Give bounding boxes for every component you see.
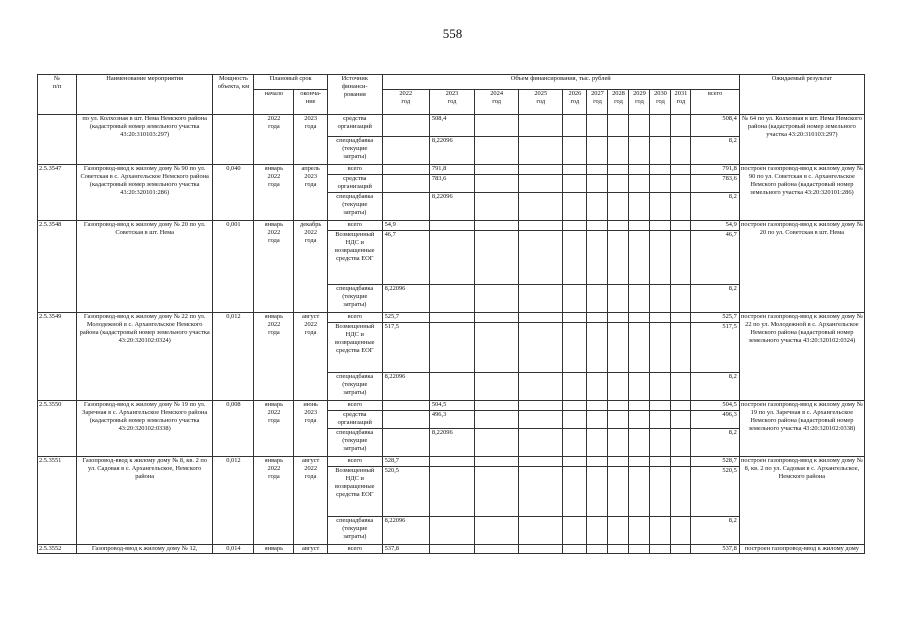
cell-empty-year xyxy=(629,231,650,285)
cell-empty-year xyxy=(587,285,608,313)
cell-empty-year xyxy=(671,221,691,231)
cell-2022: 525,7 xyxy=(382,313,429,323)
cell-empty-year xyxy=(475,221,519,231)
cell-2022: 517,5 xyxy=(382,323,429,373)
cell-empty-year xyxy=(671,467,691,517)
cell-empty-year xyxy=(608,175,629,193)
cell-total: 54,9 xyxy=(691,221,739,231)
cell-source: средства организаций xyxy=(327,175,382,193)
table-row xyxy=(38,221,865,231)
cell-empty-year xyxy=(563,323,587,373)
cell-2023: 504,5 xyxy=(429,401,474,411)
cell-expected-result: построен газопровод-ввод к жилому дому № 19 по ул. Заречная в с. Архангельское Немского района (кадастровый номер земельного участка 43:20:320102:0338) xyxy=(739,401,864,457)
cell-2022 xyxy=(382,115,429,137)
cell-source: спецнадбавка (текущие затраты) xyxy=(327,517,382,545)
header-year: 2027 год xyxy=(587,90,608,115)
cell-source: Возмещенный НДС и возвращенные средства ЕОГ xyxy=(327,231,382,285)
cell-number: 2.5.3551 xyxy=(38,457,77,545)
cell-total: 46,7 xyxy=(691,231,739,285)
cell-empty-year xyxy=(475,373,519,401)
cell-empty-year xyxy=(587,517,608,545)
cell-2022 xyxy=(382,429,429,457)
cell-empty-year xyxy=(587,221,608,231)
cell-empty-year xyxy=(587,165,608,175)
cell-total: 8,2 xyxy=(691,373,739,401)
cell-empty-year xyxy=(563,221,587,231)
cell-empty-year xyxy=(608,285,629,313)
cell-empty-year xyxy=(475,467,519,517)
table-row xyxy=(38,545,865,554)
cell-empty-year xyxy=(629,457,650,467)
cell-empty-year xyxy=(629,401,650,411)
cell-2023: 791,8 xyxy=(429,165,474,175)
cell-number: 2.5.3550 xyxy=(38,401,77,457)
cell-empty-year xyxy=(650,323,671,373)
cell-empty-year xyxy=(563,373,587,401)
cell-2022: 8,22096 xyxy=(382,285,429,313)
cell-empty-year xyxy=(563,115,587,137)
cell-2023 xyxy=(429,457,474,467)
header-total: всего xyxy=(691,90,739,115)
cell-empty-year xyxy=(650,285,671,313)
cell-empty-year xyxy=(587,545,608,554)
cell-empty-year xyxy=(629,137,650,165)
cell-2022: 537,8 xyxy=(382,545,429,554)
cell-total: 8,2 xyxy=(691,137,739,165)
cell-total: 520,5 xyxy=(691,467,739,517)
cell-empty-year xyxy=(519,165,563,175)
cell-2022 xyxy=(382,401,429,411)
header-year: 2026 год xyxy=(563,90,587,115)
cell-2022: 520,5 xyxy=(382,467,429,517)
cell-empty-year xyxy=(563,457,587,467)
cell-empty-year xyxy=(608,221,629,231)
cell-start: январь 2022 года xyxy=(254,165,294,221)
cell-empty-year xyxy=(475,313,519,323)
cell-empty-year xyxy=(475,115,519,137)
cell-capacity: 0,001 xyxy=(213,221,254,313)
cell-source: спецнадбавка (текущие затраты) xyxy=(327,429,382,457)
cell-2022: 8,22096 xyxy=(382,373,429,401)
cell-empty-year xyxy=(475,175,519,193)
table-row xyxy=(38,115,865,137)
cell-empty-year xyxy=(475,411,519,429)
cell-measure-name: Газопровод-ввод к жилому дому № 19 по ул. Заречная в с. Архангельское Немского района (кадастровый номер земельного участка 43:20:320102:0338) xyxy=(76,401,213,457)
cell-source: всего xyxy=(327,221,382,231)
cell-end: август 2022 года xyxy=(294,313,328,401)
cell-measure-name: по ул. Колхозная в шт. Нема Немского района (кадастровый номер земельного участка 43:20:310103:297) xyxy=(76,115,213,165)
cell-source: всего xyxy=(327,165,382,175)
cell-empty-year xyxy=(519,175,563,193)
cell-empty-year xyxy=(629,517,650,545)
cell-2023 xyxy=(429,323,474,373)
cell-empty-year xyxy=(650,221,671,231)
cell-empty-year xyxy=(671,373,691,401)
cell-empty-year xyxy=(608,193,629,221)
cell-capacity xyxy=(213,115,254,165)
cell-empty-year xyxy=(563,467,587,517)
cell-empty-year xyxy=(587,373,608,401)
cell-2023: 8,22096 xyxy=(429,137,474,165)
cell-capacity: 0,012 xyxy=(213,313,254,401)
cell-empty-year xyxy=(563,193,587,221)
cell-empty-year xyxy=(587,313,608,323)
cell-empty-year xyxy=(608,517,629,545)
cell-capacity: 0,014 xyxy=(213,545,254,554)
cell-source: спецнадбавка (текущие затраты) xyxy=(327,137,382,165)
cell-expected-result: построен газопровод-ввод к жилому дому xyxy=(739,545,864,554)
cell-empty-year xyxy=(671,137,691,165)
cell-empty-year xyxy=(475,231,519,285)
header-n: № п/п xyxy=(38,75,77,115)
cell-2022: 8,22096 xyxy=(382,517,429,545)
cell-empty-year xyxy=(650,411,671,429)
cell-empty-year xyxy=(587,411,608,429)
cell-end: август 2022 года xyxy=(294,457,328,545)
cell-empty-year xyxy=(563,231,587,285)
cell-empty-year xyxy=(519,137,563,165)
cell-source: всего xyxy=(327,313,382,323)
cell-empty-year xyxy=(629,221,650,231)
cell-empty-year xyxy=(519,411,563,429)
cell-2023: 8,22096 xyxy=(429,193,474,221)
cell-empty-year xyxy=(587,231,608,285)
cell-empty-year xyxy=(475,545,519,554)
cell-2023: 783,6 xyxy=(429,175,474,193)
cell-empty-year xyxy=(650,457,671,467)
cell-measure-name: Газопровод-ввод к жилому дому № 12, xyxy=(76,545,213,554)
cell-number: 2.5.3548 xyxy=(38,221,77,313)
header-funding: Объем финансирования, тыс. рублей xyxy=(382,75,739,90)
cell-empty-year xyxy=(650,373,671,401)
cell-empty-year xyxy=(519,323,563,373)
cell-empty-year xyxy=(650,231,671,285)
cell-empty-year xyxy=(671,545,691,554)
cell-start: январь 2022 года xyxy=(254,401,294,457)
cell-empty-year xyxy=(475,137,519,165)
cell-empty-year xyxy=(519,373,563,401)
cell-total: 791,8 xyxy=(691,165,739,175)
cell-empty-year xyxy=(519,221,563,231)
cell-empty-year xyxy=(650,137,671,165)
cell-end: декабрь 2022 года xyxy=(294,221,328,313)
cell-empty-year xyxy=(671,457,691,467)
cell-end: август xyxy=(294,545,328,554)
cell-empty-year xyxy=(671,231,691,285)
cell-empty-year xyxy=(608,231,629,285)
cell-empty-year xyxy=(475,165,519,175)
cell-empty-year xyxy=(671,313,691,323)
cell-empty-year xyxy=(563,285,587,313)
cell-total: 8,2 xyxy=(691,193,739,221)
header-result: Ожидаемый результат xyxy=(739,75,864,115)
cell-empty-year xyxy=(650,193,671,221)
cell-empty-year xyxy=(650,175,671,193)
cell-2022 xyxy=(382,175,429,193)
cell-empty-year xyxy=(519,517,563,545)
cell-empty-year xyxy=(671,165,691,175)
table-row xyxy=(38,401,865,411)
cell-start: январь 2022 года xyxy=(254,313,294,401)
cell-2023 xyxy=(429,221,474,231)
cell-total: 517,5 xyxy=(691,323,739,373)
cell-empty-year xyxy=(563,137,587,165)
header-year: 2028 год xyxy=(608,90,629,115)
cell-empty-year xyxy=(519,313,563,323)
cell-empty-year xyxy=(671,429,691,457)
cell-2022 xyxy=(382,165,429,175)
cell-2023 xyxy=(429,373,474,401)
cell-empty-year xyxy=(629,165,650,175)
header-year: 2024 год xyxy=(475,90,519,115)
cell-empty-year xyxy=(475,193,519,221)
cell-empty-year xyxy=(563,165,587,175)
cell-2022 xyxy=(382,137,429,165)
cell-expected-result: № 64 по ул. Колхозная в шт. Нема Немского района (кадастровый номер земельного участка 43:20:310103:297) xyxy=(739,115,864,165)
page-number: 558 xyxy=(442,26,463,41)
cell-2023: 8,22096 xyxy=(429,429,474,457)
cell-empty-year xyxy=(563,429,587,457)
cell-empty-year xyxy=(650,401,671,411)
cell-measure-name: Газопровод-ввод к жилому дому № 90 по ул. Советская в с. Архангельское Немского района (кадастровый номер земельного участка 43:20:320101:286) xyxy=(76,165,213,221)
table-row xyxy=(38,457,865,467)
cell-empty-year xyxy=(629,285,650,313)
header-year: 2031 год xyxy=(671,90,691,115)
cell-empty-year xyxy=(519,545,563,554)
cell-empty-year xyxy=(587,115,608,137)
cell-empty-year xyxy=(671,175,691,193)
cell-2022: 528,7 xyxy=(382,457,429,467)
cell-source: Возмещенный НДС и возвращенные средства ЕОГ xyxy=(327,323,382,373)
cell-2023 xyxy=(429,285,474,313)
cell-empty-year xyxy=(650,467,671,517)
cell-start: январь 2022 года xyxy=(254,221,294,313)
cell-2023 xyxy=(429,467,474,517)
header-year: 2023 год xyxy=(429,90,474,115)
cell-source: Возмещенный НДС и возвращенные средства ЕОГ xyxy=(327,467,382,517)
header-plan-period: Плановый срок xyxy=(254,75,328,90)
header-source: Источник финанси- рования xyxy=(327,75,382,115)
cell-expected-result: построен газопровод-ввод к жилому дому № 8, кв. 2 по ул. Садовая в с. Архангельское, Немского района xyxy=(739,457,864,545)
cell-total: 8,2 xyxy=(691,517,739,545)
cell-empty-year xyxy=(629,115,650,137)
cell-empty-year xyxy=(475,457,519,467)
header-year: 2030 год xyxy=(650,90,671,115)
cell-measure-name: Газопровод-ввод к жилому дому № 22 по ул. Молодежной в с. Архангельское Немского района (кадастровый номер земельного участка 43:20:320102:0324) xyxy=(76,313,213,401)
cell-number: 2.5.3547 xyxy=(38,165,77,221)
cell-empty-year xyxy=(563,175,587,193)
cell-empty-year xyxy=(608,429,629,457)
cell-empty-year xyxy=(608,373,629,401)
cell-empty-year xyxy=(475,517,519,545)
cell-source: спецнадбавка (текущие затраты) xyxy=(327,285,382,313)
cell-empty-year xyxy=(608,137,629,165)
cell-expected-result: построен газопровод-ввод к жилому дому № 90 по ул. Советская в с. Архангельское Немского района (кадастровый номер земельного участка 43:20:320101:286) xyxy=(739,165,864,221)
table-row xyxy=(38,165,865,175)
cell-expected-result: построен газопровод-ввод к жилому дому № 20 по ул. Советская в шт. Нема xyxy=(739,221,864,313)
cell-empty-year xyxy=(671,401,691,411)
cell-empty-year xyxy=(629,323,650,373)
cell-empty-year xyxy=(475,323,519,373)
cell-empty-year xyxy=(563,401,587,411)
cell-source: спецнадбавка (текущие затраты) xyxy=(327,373,382,401)
cell-empty-year xyxy=(519,467,563,517)
cell-empty-year xyxy=(563,313,587,323)
cell-expected-result: построен газопровод-ввод к жилому дому № 22 по ул. Молодежной в с. Архангельское Немского района (кадастровый номер земельного участка 43:20:320102:0324) xyxy=(739,313,864,401)
cell-2022: 54,9 xyxy=(382,221,429,231)
cell-empty-year xyxy=(671,285,691,313)
cell-empty-year xyxy=(563,411,587,429)
cell-total: 525,7 xyxy=(691,313,739,323)
cell-empty-year xyxy=(587,137,608,165)
cell-empty-year xyxy=(608,457,629,467)
header-year: 2029 год xyxy=(629,90,650,115)
cell-empty-year xyxy=(587,175,608,193)
cell-capacity: 0,008 xyxy=(213,401,254,457)
cell-empty-year xyxy=(587,323,608,373)
cell-source: средства организаций xyxy=(327,411,382,429)
cell-empty-year xyxy=(629,313,650,323)
cell-empty-year xyxy=(563,545,587,554)
cell-empty-year xyxy=(629,467,650,517)
header-name: Наименование мероприятия xyxy=(76,75,213,115)
cell-number: 2.5.3552 xyxy=(38,545,77,554)
cell-capacity: 0,012 xyxy=(213,457,254,545)
cell-empty-year xyxy=(519,231,563,285)
cell-number xyxy=(38,115,77,165)
cell-empty-year xyxy=(629,373,650,401)
cell-empty-year xyxy=(629,175,650,193)
cell-empty-year xyxy=(608,115,629,137)
cell-empty-year xyxy=(587,429,608,457)
cell-empty-year xyxy=(608,165,629,175)
cell-empty-year xyxy=(608,323,629,373)
cell-empty-year xyxy=(608,411,629,429)
cell-empty-year xyxy=(475,285,519,313)
cell-empty-year xyxy=(629,411,650,429)
cell-empty-year xyxy=(587,193,608,221)
cell-2022 xyxy=(382,193,429,221)
cell-total: 496,3 xyxy=(691,411,739,429)
cell-source: средства организаций xyxy=(327,115,382,137)
cell-empty-year xyxy=(671,411,691,429)
cell-source: всего xyxy=(327,401,382,411)
cell-source: всего xyxy=(327,545,382,554)
funding-table xyxy=(37,74,865,554)
cell-empty-year xyxy=(587,467,608,517)
cell-total: 528,7 xyxy=(691,457,739,467)
cell-empty-year xyxy=(608,313,629,323)
header-start: начало xyxy=(254,90,294,115)
cell-empty-year xyxy=(563,517,587,545)
cell-2023 xyxy=(429,313,474,323)
cell-2023 xyxy=(429,517,474,545)
cell-empty-year xyxy=(629,429,650,457)
cell-empty-year xyxy=(671,323,691,373)
cell-empty-year xyxy=(671,193,691,221)
cell-end: апрель 2023 года xyxy=(294,165,328,221)
cell-start: январь 2022 года xyxy=(254,457,294,545)
cell-empty-year xyxy=(519,429,563,457)
cell-empty-year xyxy=(519,193,563,221)
table-row xyxy=(38,313,865,323)
cell-2022 xyxy=(382,411,429,429)
cell-empty-year xyxy=(519,457,563,467)
cell-empty-year xyxy=(519,285,563,313)
cell-empty-year xyxy=(587,401,608,411)
cell-empty-year xyxy=(519,115,563,137)
cell-empty-year xyxy=(650,429,671,457)
header-year: 2025 год xyxy=(519,90,563,115)
cell-start: январь xyxy=(254,545,294,554)
cell-empty-year xyxy=(608,467,629,517)
cell-empty-year xyxy=(475,429,519,457)
cell-2023 xyxy=(429,231,474,285)
header-end: оконча- ние xyxy=(294,90,328,115)
cell-empty-year xyxy=(650,313,671,323)
cell-capacity: 0,040 xyxy=(213,165,254,221)
cell-2022: 46,7 xyxy=(382,231,429,285)
cell-empty-year xyxy=(608,401,629,411)
header-year: 2022 год xyxy=(382,90,429,115)
cell-empty-year xyxy=(650,165,671,175)
cell-total: 508,4 xyxy=(691,115,739,137)
cell-total: 8,2 xyxy=(691,285,739,313)
cell-total: 783,6 xyxy=(691,175,739,193)
cell-empty-year xyxy=(587,457,608,467)
cell-total: 504,5 xyxy=(691,401,739,411)
cell-empty-year xyxy=(608,545,629,554)
cell-source: спецнадбавка (текущие затраты) xyxy=(327,193,382,221)
cell-end: 2023 года xyxy=(294,115,328,165)
cell-empty-year xyxy=(629,193,650,221)
cell-empty-year xyxy=(650,517,671,545)
header-capacity: Мощность объекта, км xyxy=(213,75,254,115)
cell-empty-year xyxy=(671,115,691,137)
cell-2023: 508,4 xyxy=(429,115,474,137)
cell-total: 537,8 xyxy=(691,545,739,554)
cell-measure-name: Газопровод-ввод к жилому дому № 8, кв. 2 по ул. Садовая в с. Архангельское, Немского района xyxy=(76,457,213,545)
cell-empty-year xyxy=(629,545,650,554)
cell-end: июнь 2023 года xyxy=(294,401,328,457)
cell-empty-year xyxy=(519,401,563,411)
cell-source: всего xyxy=(327,457,382,467)
cell-empty-year xyxy=(650,115,671,137)
cell-empty-year xyxy=(475,401,519,411)
cell-empty-year xyxy=(650,545,671,554)
cell-2023 xyxy=(429,545,474,554)
cell-total: 8,2 xyxy=(691,429,739,457)
cell-empty-year xyxy=(671,517,691,545)
cell-measure-name: Газопровод-ввод к жилому дому № 20 по ул. Советская в шт. Нема xyxy=(76,221,213,313)
cell-2023: 496,3 xyxy=(429,411,474,429)
cell-number: 2.5.3549 xyxy=(38,313,77,401)
cell-start: 2022 года xyxy=(254,115,294,165)
